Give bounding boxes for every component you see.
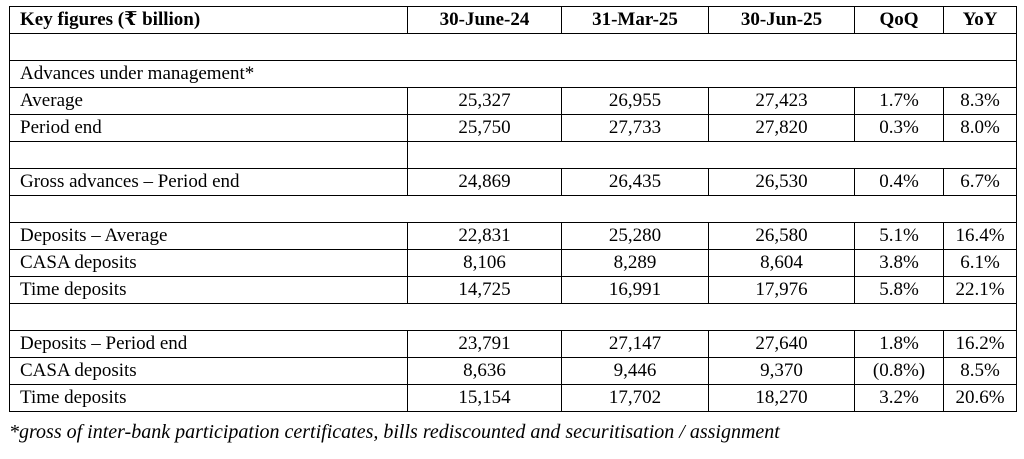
table-row <box>10 385 1017 412</box>
cell-30-jun-25: 27,640 <box>709 331 855 358</box>
table-row <box>10 169 1017 196</box>
header-yoy: YoY <box>944 7 1017 34</box>
cell-30-june-24: 14,725 <box>408 277 562 304</box>
row-label: Deposits – Average <box>10 223 408 250</box>
cell-31-mar-25: 9,446 <box>562 358 709 385</box>
cell-31-mar-25: 26,955 <box>562 88 709 115</box>
row-label: Gross advances – Period end <box>10 169 408 196</box>
header-30-jun-25: 30-Jun-25 <box>709 7 855 34</box>
spacer-cell <box>10 142 408 169</box>
table-row <box>10 115 1017 142</box>
cell-30-june-24: 15,154 <box>408 385 562 412</box>
cell-yoy: 20.6% <box>944 385 1017 412</box>
row-label: Deposits – Period end <box>10 331 408 358</box>
cell-yoy: 6.1% <box>944 250 1017 277</box>
cell-31-mar-25: 16,991 <box>562 277 709 304</box>
spacer-cell <box>408 142 1017 169</box>
spacer-row <box>10 142 1017 169</box>
cell-yoy: 8.3% <box>944 88 1017 115</box>
spacer-row <box>10 304 1017 331</box>
cell-30-june-24: 8,636 <box>408 358 562 385</box>
header-qoq: QoQ <box>855 7 944 34</box>
section-header-row <box>10 61 1017 88</box>
spacer-cell <box>10 304 1017 331</box>
cell-31-mar-25: 8,289 <box>562 250 709 277</box>
cell-qoq: (0.8%) <box>855 358 944 385</box>
cell-30-june-24: 23,791 <box>408 331 562 358</box>
cell-31-mar-25: 27,147 <box>562 331 709 358</box>
cell-30-jun-25: 8,604 <box>709 250 855 277</box>
cell-30-jun-25: 27,423 <box>709 88 855 115</box>
table-header-row <box>10 7 1017 34</box>
header-key-figures: Key figures (₹ billion) <box>10 7 408 34</box>
cell-yoy: 8.0% <box>944 115 1017 142</box>
cell-qoq: 1.8% <box>855 331 944 358</box>
cell-31-mar-25: 17,702 <box>562 385 709 412</box>
row-label: CASA deposits <box>10 250 408 277</box>
header-30-june-24: 30-June-24 <box>408 7 562 34</box>
cell-yoy: 16.2% <box>944 331 1017 358</box>
cell-30-jun-25: 18,270 <box>709 385 855 412</box>
row-label: CASA deposits <box>10 358 408 385</box>
row-label: Time deposits <box>10 277 408 304</box>
spacer-row <box>10 196 1017 223</box>
cell-30-jun-25: 27,820 <box>709 115 855 142</box>
cell-qoq: 5.8% <box>855 277 944 304</box>
cell-yoy: 16.4% <box>944 223 1017 250</box>
cell-30-jun-25: 26,580 <box>709 223 855 250</box>
cell-30-jun-25: 17,976 <box>709 277 855 304</box>
table-row <box>10 358 1017 385</box>
table-row <box>10 331 1017 358</box>
cell-qoq: 3.8% <box>855 250 944 277</box>
table-row <box>10 223 1017 250</box>
table-row <box>10 88 1017 115</box>
cell-yoy: 8.5% <box>944 358 1017 385</box>
section-header-advances: Advances under management* <box>10 61 1017 88</box>
cell-qoq: 0.3% <box>855 115 944 142</box>
footnote: *gross of inter-bank participation certificates, bills rediscounted and securitisation / assignment <box>9 421 780 443</box>
table-row <box>10 277 1017 304</box>
cell-30-jun-25: 9,370 <box>709 358 855 385</box>
row-label: Period end <box>10 115 408 142</box>
cell-30-june-24: 24,869 <box>408 169 562 196</box>
row-label: Time deposits <box>10 385 408 412</box>
cell-yoy: 6.7% <box>944 169 1017 196</box>
spacer-cell <box>10 196 1017 223</box>
spacer-cell <box>10 34 1017 61</box>
cell-qoq: 5.1% <box>855 223 944 250</box>
header-31-mar-25: 31-Mar-25 <box>562 7 709 34</box>
spacer-row <box>10 34 1017 61</box>
cell-30-june-24: 8,106 <box>408 250 562 277</box>
cell-yoy: 22.1% <box>944 277 1017 304</box>
cell-30-june-24: 25,327 <box>408 88 562 115</box>
cell-31-mar-25: 25,280 <box>562 223 709 250</box>
cell-qoq: 1.7% <box>855 88 944 115</box>
cell-31-mar-25: 27,733 <box>562 115 709 142</box>
cell-qoq: 0.4% <box>855 169 944 196</box>
table-row <box>10 250 1017 277</box>
row-label: Average <box>10 88 408 115</box>
cell-31-mar-25: 26,435 <box>562 169 709 196</box>
cell-30-june-24: 22,831 <box>408 223 562 250</box>
cell-qoq: 3.2% <box>855 385 944 412</box>
cell-30-jun-25: 26,530 <box>709 169 855 196</box>
key-figures-table <box>9 6 1017 412</box>
cell-30-june-24: 25,750 <box>408 115 562 142</box>
